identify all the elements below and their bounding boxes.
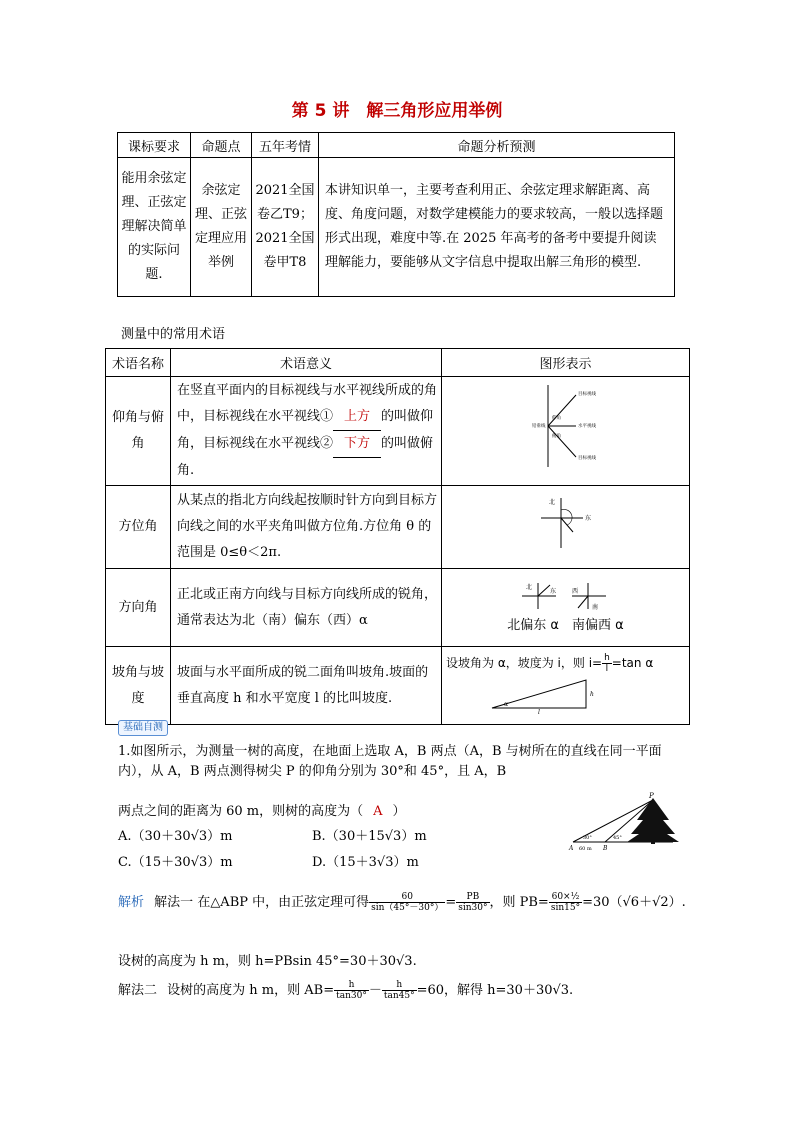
fig-north: 北 bbox=[525, 583, 532, 591]
method1-title: 解法一 bbox=[154, 895, 194, 910]
fig-ang30: 30° bbox=[583, 835, 592, 841]
question-stem-line bbox=[118, 802, 406, 822]
meaning-part-b: 的叫做仰角，目标视线在水平视线② bbox=[177, 409, 434, 451]
answer: A bbox=[373, 804, 383, 819]
header-term-meaning: 术语意义 bbox=[171, 349, 442, 377]
fig-P: P bbox=[649, 792, 654, 800]
self-test-badge: 基础自测 bbox=[118, 720, 168, 736]
method1-b: ，则 PB= bbox=[489, 895, 549, 910]
direction-figure bbox=[516, 581, 616, 611]
term-name: 方位角 bbox=[106, 486, 171, 569]
fig-east: 东 bbox=[584, 515, 591, 522]
tree-figure bbox=[565, 790, 685, 854]
analysis-cell: 本讲知识单一，主要考查利用正、余弦定理求解距离、高度、角度问题，对数学建模能力的要求较高，一般以选择题形式出现，难度中等.在 2025 年高考的备考中要提升阅读理解能力，要能够从文字信息中提取出解三角形的模型. bbox=[319, 158, 675, 297]
method1-c: =30（√6＋√2）. bbox=[582, 895, 686, 910]
fig-vertical-line: 铅垂线 bbox=[531, 424, 545, 429]
figure-cell bbox=[442, 647, 690, 725]
svg-text:l: l bbox=[538, 708, 540, 714]
term-meaning: 从某点的指北方向线起按顺时针方向到目标方向线之间的水平夹角叫做方位角.方位角 θ 的范围是 0≤θ＜2π. bbox=[171, 486, 442, 569]
slope-formula: 设坡角为 α，坡度为 i，则 i= $\frac{h}{l}$ =tan α bbox=[446, 652, 654, 674]
requirement-cell: 能用余弦定理、正弦定理解决简单的实际问题. bbox=[118, 158, 191, 297]
exams-cell: 2021全国卷乙T9；2021全国卷甲T8 bbox=[252, 158, 319, 297]
term-row-elevation bbox=[106, 377, 690, 486]
terms-header-row bbox=[106, 349, 690, 377]
term-meaning: 正北或正南方向线与目标方向线所成的锐角，通常表达为北（南）偏东（西）α bbox=[171, 569, 442, 647]
figure-cell bbox=[442, 486, 690, 569]
meaning-part-c: 的叫做俯角. bbox=[177, 436, 434, 478]
header-term-name: 术语名称 bbox=[106, 349, 171, 377]
blank-1: 上方 bbox=[333, 404, 381, 431]
terms-intro: 测量中的常用术语 bbox=[121, 327, 226, 342]
fig-west: 西 bbox=[571, 587, 578, 595]
figure-cell bbox=[442, 377, 690, 486]
term-name: 坡角与坡度 bbox=[106, 647, 171, 725]
term-meaning bbox=[171, 377, 442, 486]
svg-text:h: h bbox=[590, 690, 594, 698]
option-d: D.（15＋3√3）m bbox=[312, 855, 419, 870]
header-exams: 五年考情 bbox=[252, 133, 319, 158]
overview-header-row bbox=[118, 133, 675, 158]
term-name: 仰角与俯角 bbox=[106, 377, 171, 486]
overview-table bbox=[117, 132, 675, 297]
method2-a: 设树的高度为 h m，则 AB= bbox=[167, 983, 335, 998]
topic-cell: 余弦定理、正弦定理应用举例 bbox=[191, 158, 252, 297]
fig-depression: 俯角 bbox=[551, 434, 561, 439]
method2-title: 解法二 bbox=[118, 983, 158, 998]
figure-cell bbox=[442, 569, 690, 647]
term-row-direction bbox=[106, 569, 690, 647]
option-b: B.（30＋15√3）m bbox=[312, 829, 427, 844]
stem-part-a: 1.如图所示，为测量一树的高度，在地面上选取 A，B 两点（A，B 与树所在的直线在同一平面内），从 A，B 两点测得树尖 P 的仰角分别为 30°和 45°，且 A，B bbox=[118, 744, 662, 779]
page-title: 第 5 讲 解三角形应用举例 bbox=[291, 101, 503, 121]
fig-target-line-bottom: 目标视线 bbox=[577, 456, 596, 461]
solution-line-1: 解析 解法一 在△ABP 中，由正弦定理可得 $\frac{60}{\sin(45^\circ-30^\circ)}$ = $\frac{PB}{\sin 30^\circ}$ ，则 PB= $\frac{\text{60×½}}{\sin 15^\circ}$ =30（√6＋√2）. bbox=[118, 892, 686, 913]
method2-b: =60，解得 h=30＋30√3. bbox=[416, 983, 574, 998]
term-meaning: 坡面与水平面所成的锐二面角叫坡角.坡面的垂直高度 h 和水平宽度 l 的比叫坡度. bbox=[171, 647, 442, 725]
option-a: A.（30＋30√3）m bbox=[118, 829, 233, 844]
overview-row bbox=[118, 158, 675, 297]
method1-a: 在△ABP 中，由正弦定理可得 bbox=[197, 895, 370, 910]
fig-north: 北 bbox=[548, 499, 555, 506]
term-name: 方向角 bbox=[106, 569, 171, 647]
fig-A: A bbox=[569, 845, 574, 852]
stem-part-c: ） bbox=[392, 804, 406, 819]
question-stem bbox=[118, 742, 678, 782]
slope-figure bbox=[486, 674, 606, 714]
fig-elevation: 仰角 bbox=[551, 416, 561, 421]
fig-east: 东 bbox=[549, 587, 556, 595]
solution-line-3: 解法二 设树的高度为 h m，则 AB= $\frac{h}{\tan 30^\circ}$ － $\frac{h}{\tan 45^\circ}$ =60，解得 h=30＋30√3. bbox=[118, 980, 574, 1001]
slope-formula-a: 设坡角为 α，坡度为 i，则 i= bbox=[446, 655, 603, 670]
header-term-figure: 图形表示 bbox=[442, 349, 690, 377]
meaning-part-a: 在竖直平面内的目标视线与水平视线所成的角中，目标视线在水平视线① bbox=[177, 383, 438, 424]
direction-caption: 北偏东 α 南偏西 α bbox=[507, 617, 624, 633]
fig-target-line-top: 目标视线 bbox=[577, 392, 596, 397]
fig-B: B bbox=[603, 845, 608, 852]
fig-horizontal-line: 水平视线 bbox=[577, 424, 596, 429]
option-c: C.（15＋30√3）m bbox=[118, 855, 233, 870]
azimuth-figure bbox=[531, 492, 601, 552]
svg-text:α: α bbox=[504, 700, 509, 708]
header-analysis: 命题分析预测 bbox=[319, 133, 675, 158]
stem-part-b: 两点之间的距离为 60 m，则树的高度为（ bbox=[118, 804, 364, 819]
header-requirement: 课标要求 bbox=[118, 133, 191, 158]
solution-line-2: 设树的高度为 h m，则 h=PBsin 45°=30＋30√3. bbox=[118, 954, 417, 969]
blank-2: 下方 bbox=[333, 431, 381, 458]
solution-label: 解析 bbox=[118, 895, 145, 910]
fig-ang45: 45° bbox=[613, 835, 622, 841]
term-row-slope bbox=[106, 647, 690, 725]
fig-dist: 60 m bbox=[579, 846, 592, 852]
term-row-azimuth bbox=[106, 486, 690, 569]
elevation-figure bbox=[526, 381, 606, 471]
slope-formula-b: =tan α bbox=[611, 655, 654, 670]
fig-south: 南 bbox=[591, 603, 598, 611]
terms-table bbox=[105, 348, 690, 725]
header-topic: 命题点 bbox=[191, 133, 252, 158]
